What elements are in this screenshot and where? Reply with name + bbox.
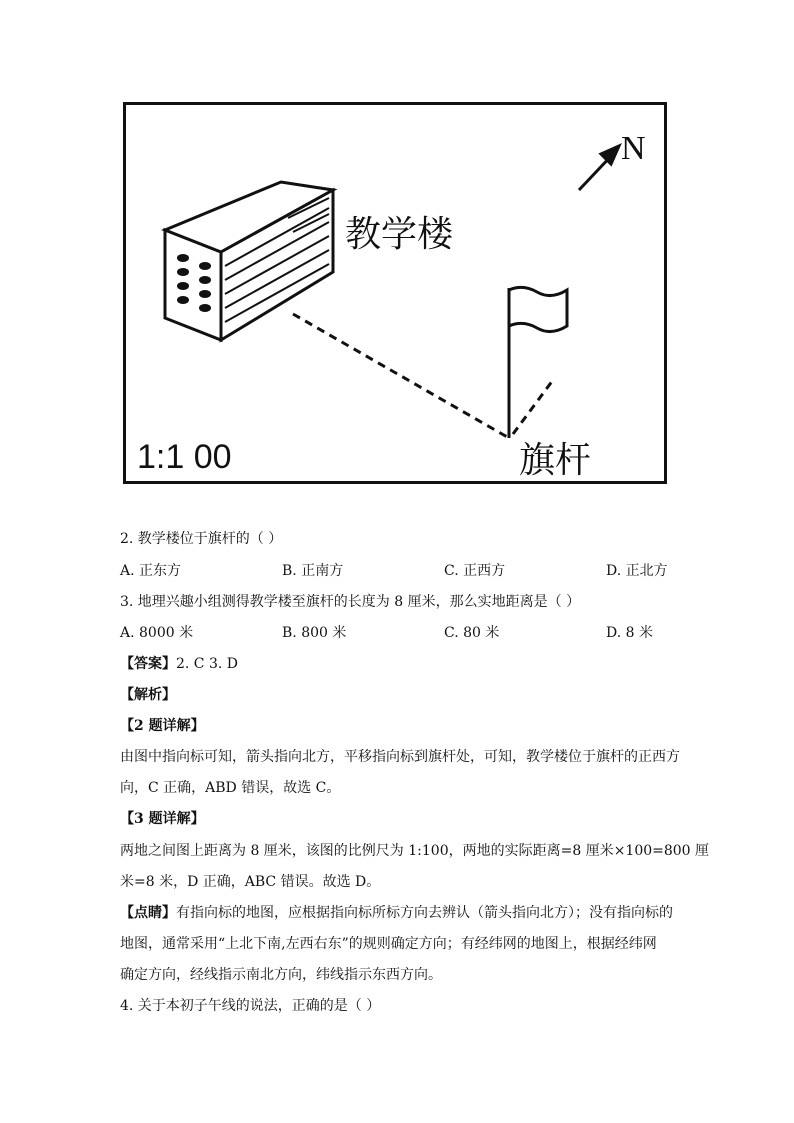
tip-text-1: 有指向标的地图，应根据指向标所标方向去辨认（箭头指向北方）；没有指向标的 — [176, 905, 673, 921]
question-3-stem: 3. 地理兴趣小组测得教学楼至旗杆的长度为 8 厘米，那么实地距离是（ ） — [120, 594, 581, 610]
q2-option-c[interactable]: C. 正西方 — [444, 563, 506, 579]
answer-label: 【答案】 — [120, 656, 176, 672]
q2-option-d[interactable]: D. 正北方 — [606, 563, 668, 579]
analysis-label: 【解析】 — [120, 687, 176, 703]
map-figure — [123, 102, 667, 484]
tip-line-1 — [120, 903, 673, 923]
q3-detail-line-1: 两地之间图上距离为 8 厘米，该图的比例尺为 1:100，两地的实际距离=8 厘米×100=800 厘 — [120, 843, 710, 859]
q3-option-b[interactable]: B. 800 米 — [282, 625, 347, 641]
q2-detail-heading: 【2 题详解】 — [120, 718, 205, 734]
answer-text: 2. C 3. D — [176, 656, 239, 672]
building-label: 教学楼 — [345, 214, 454, 255]
question-4-stem: 4. 关于本初子午线的说法，正确的是（ ） — [120, 998, 381, 1014]
q2-option-b[interactable]: B. 正南方 — [282, 563, 344, 579]
scale-label: 1:1 00 — [137, 438, 232, 476]
q2-option-a[interactable]: A. 正东方 — [120, 563, 182, 579]
q2-detail-line-1: 由图中指向标可知，箭头指向北方，平移指向标到旗杆处，可知，教学楼位于旗杆的正西方 — [120, 749, 680, 765]
q3-option-c[interactable]: C. 80 米 — [444, 625, 500, 641]
tip-label: 【点睛】 — [120, 905, 176, 921]
q3-option-a[interactable]: A. 8000 米 — [120, 625, 194, 641]
tip-line-2: 地图，通常采用“上北下南,左西右东”的规则确定方向；有经纬网的地图上，根据经纬网 — [120, 936, 657, 952]
answer-line — [120, 654, 238, 674]
map-drawing — [123, 102, 667, 484]
q3-option-d[interactable]: D. 8 米 — [606, 625, 653, 641]
flagpole-label: 旗杆 — [519, 440, 592, 481]
q3-detail-line-2: 米=8 米，D 正确，ABC 错误。故选 D。 — [120, 874, 381, 890]
question-2-stem: 2. 教学楼位于旗杆的（ ） — [120, 531, 283, 547]
north-label: N — [621, 130, 646, 167]
tip-line-3: 确定方向，经线指示南北方向，纬线指示东西方向。 — [120, 967, 442, 983]
q2-detail-line-2: 向，C 正确，ABD 错误，故选 C。 — [120, 780, 341, 796]
q3-detail-heading: 【3 题详解】 — [120, 811, 205, 827]
